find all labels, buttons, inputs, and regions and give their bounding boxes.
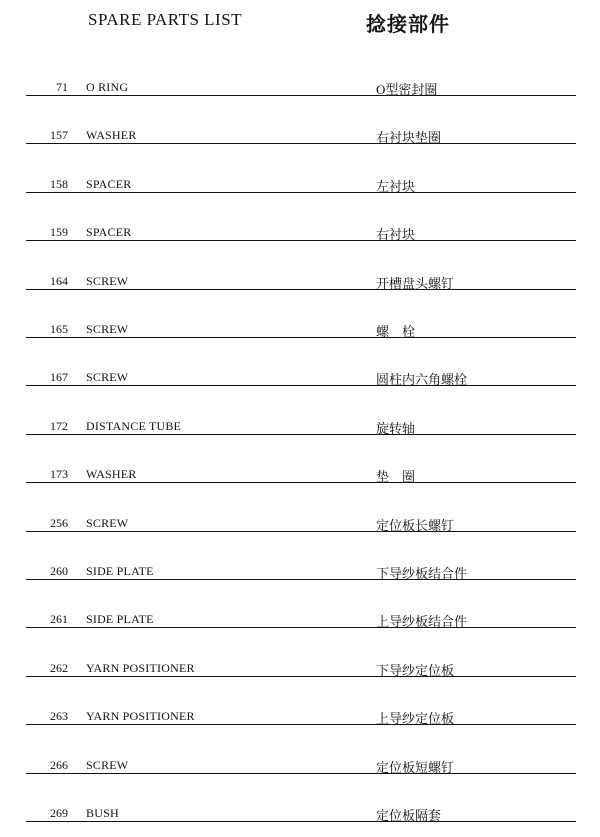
row-underline	[26, 482, 576, 483]
part-number: 172	[50, 418, 68, 433]
part-row	[0, 467, 600, 487]
part-number: 71	[56, 80, 68, 94]
part-number: 164	[50, 273, 68, 288]
part-name-english: YARN POSITIONER	[86, 660, 195, 675]
row-underline	[26, 627, 576, 628]
part-name-english: SIDE PLATE	[86, 612, 154, 627]
part-name-chinese: O型密封圈	[376, 82, 438, 97]
part-name-chinese: 右衬块	[376, 227, 416, 243]
part-name-english: SPACER	[86, 225, 132, 240]
row-underline	[26, 240, 576, 241]
part-name-chinese: 圆柱内六角螺栓	[376, 372, 468, 388]
part-row	[0, 661, 600, 681]
row-underline	[26, 192, 576, 193]
page-title-chinese: 捻接部件	[366, 14, 450, 36]
row-underline	[26, 385, 576, 386]
part-name-chinese: 下导纱板结合件	[376, 566, 468, 581]
row-underline	[26, 676, 576, 677]
part-name-english: SCREW	[86, 370, 129, 385]
part-name-chinese: 下导纱定位板	[376, 662, 455, 678]
part-row	[0, 612, 600, 632]
row-underline	[26, 773, 576, 774]
part-name-english: WASHER	[86, 128, 137, 143]
part-name-english: DISTANCE TUBE	[86, 418, 182, 433]
part-row	[0, 564, 600, 584]
part-row	[0, 322, 600, 342]
part-number: 262	[50, 660, 68, 675]
part-number: 266	[50, 757, 68, 772]
part-number: 158	[50, 176, 68, 191]
part-name-chinese: 上导纱板结合件	[376, 614, 468, 630]
row-underline	[26, 724, 576, 725]
part-number: 165	[50, 322, 68, 336]
part-number: 256	[50, 515, 68, 530]
part-name-chinese: 左衬块	[376, 178, 416, 194]
part-name-chinese: 定位板短螺钉	[376, 759, 455, 775]
row-underline	[26, 821, 576, 822]
part-name-english: SCREW	[86, 515, 129, 530]
part-name-chinese: 垫 圈	[376, 469, 416, 485]
part-number: 157	[50, 128, 68, 143]
part-number: 159	[50, 225, 68, 240]
part-name-chinese: 开槽盘头螺钉	[376, 275, 455, 291]
part-row	[0, 709, 600, 729]
row-underline	[26, 579, 576, 580]
part-name-chinese: 上导纱定位板	[376, 711, 455, 727]
part-name-english: YARN POSITIONER	[86, 709, 195, 724]
part-row	[0, 128, 600, 148]
part-name-english: SCREW	[86, 322, 129, 336]
part-row	[0, 225, 600, 245]
part-name-english: SIDE PLATE	[86, 564, 154, 578]
part-name-english: BUSH	[86, 806, 119, 820]
part-number: 269	[50, 806, 68, 820]
part-row	[0, 806, 600, 826]
part-name-english: SPACER	[86, 176, 132, 191]
part-name-chinese: 定位板长螺钉	[376, 517, 455, 533]
part-name-english: SCREW	[86, 273, 129, 288]
part-name-english: O RING	[86, 80, 129, 94]
row-underline	[26, 434, 576, 435]
part-number: 261	[50, 612, 68, 627]
part-row	[0, 80, 600, 100]
row-underline	[26, 143, 576, 144]
page-title-english: SPARE PARTS LIST	[88, 10, 243, 29]
part-name-chinese: 定位板隔套	[376, 808, 442, 823]
part-number: 263	[50, 709, 68, 724]
part-number: 167	[50, 370, 68, 385]
row-underline	[26, 531, 576, 532]
part-number: 173	[50, 467, 68, 482]
row-underline	[26, 289, 576, 290]
row-underline	[26, 337, 576, 338]
part-row	[0, 370, 600, 390]
part-row	[0, 516, 600, 536]
part-name-english: SCREW	[86, 757, 129, 772]
part-row	[0, 274, 600, 294]
part-row	[0, 177, 600, 197]
part-row	[0, 758, 600, 778]
part-name-chinese: 螺 栓	[376, 324, 416, 339]
row-underline	[26, 95, 576, 96]
part-number: 260	[50, 564, 68, 578]
part-name-chinese: 旋转轴	[376, 420, 416, 436]
part-name-chinese: 右衬块垫圈	[376, 130, 442, 146]
part-name-english: WASHER	[86, 467, 137, 482]
part-row	[0, 419, 600, 439]
